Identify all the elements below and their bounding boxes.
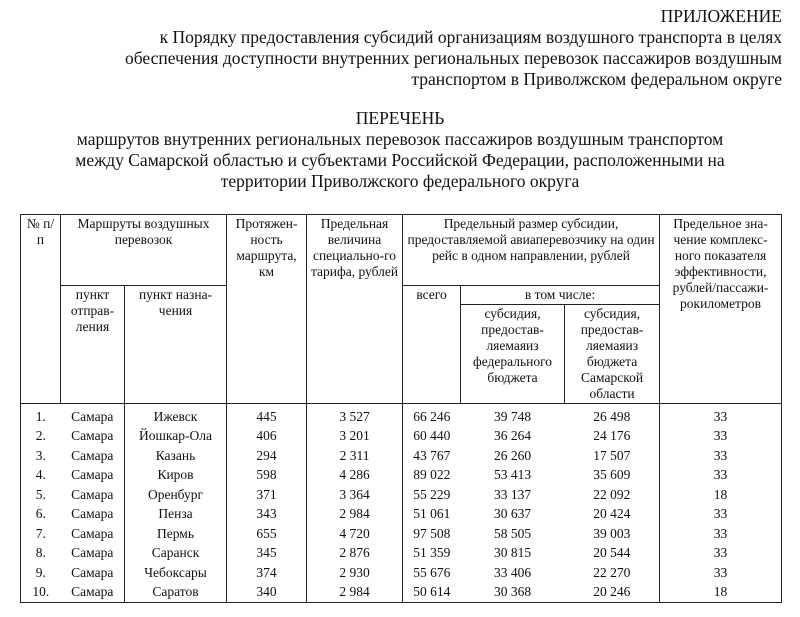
cell-total: 43 767: [403, 446, 461, 466]
cell-efficiency: 18: [660, 485, 782, 505]
cell-tariff: 3 201: [307, 427, 403, 447]
title-line: между Самарской областью и субъектами Российской Федерации, расположенными на: [75, 150, 725, 170]
cell-to: Ижевск: [125, 404, 227, 427]
cell-total: 66 246: [403, 404, 461, 427]
cell-regional: 20 246: [565, 583, 660, 603]
cell-num: 8.: [21, 544, 61, 564]
cell-to: Казань: [125, 446, 227, 466]
cell-num: 9.: [21, 563, 61, 583]
cell-regional: 20 544: [593, 545, 631, 561]
col-header-total: всего: [403, 286, 461, 404]
title-line: маршрутов внутренних региональных перевозок пассажиров воздушным транспортом: [76, 129, 724, 149]
col-header-regional: субсидия, предостав-ляемаяиз бюджета Самарской области: [565, 305, 660, 404]
cell-regional: 22 092: [593, 486, 631, 502]
cell-num: 3.: [21, 446, 61, 466]
cell-regional: 17 507: [593, 447, 631, 463]
cell-efficiency: 33: [660, 446, 782, 466]
table-row: [21, 505, 782, 525]
cell-length: 374: [227, 563, 307, 583]
cell-from: Самара: [71, 564, 114, 580]
cell-tariff: 4 720: [307, 524, 403, 544]
cell-total: 60 440: [403, 427, 461, 447]
cell-total: 89 022: [403, 466, 461, 486]
table-row: [21, 427, 782, 447]
title-heading: ПЕРЕЧЕНЬ: [355, 108, 445, 128]
cell-from: Самара: [71, 486, 114, 502]
cell-num: 2.: [21, 427, 61, 447]
table-row: [21, 563, 782, 583]
cell-efficiency: 33: [660, 524, 782, 544]
cell-from: Самара: [71, 525, 114, 541]
cell-length: 406: [227, 427, 307, 447]
cell-regional: 26 498: [593, 408, 631, 424]
document-title: [0, 108, 800, 192]
table-row: [21, 524, 782, 544]
col-header-from: пункт отправ-ления: [61, 286, 125, 404]
cell-regional: 22 270: [593, 564, 631, 580]
cell-length: 294: [227, 446, 307, 466]
col-header-subsidy: Предельный размер субсидии, предоставляемой авиаперевозчику на один рейс в одном направлении, рублей: [403, 215, 660, 286]
col-header-federal: субсидия, предостав-ляемаяиз федерального бюджета: [461, 305, 565, 404]
cell-length: 598: [227, 466, 307, 486]
col-header-num: № п/п: [21, 215, 61, 404]
cell-total: 55 229: [403, 485, 461, 505]
cell-tariff: 2 876: [307, 544, 403, 564]
cell-num: 6.: [21, 505, 61, 525]
cell-to: Йошкар-Ола: [125, 427, 227, 447]
cell-total: 97 508: [403, 524, 461, 544]
cell-num: 10.: [21, 583, 61, 603]
cell-length: 345: [227, 544, 307, 564]
cell-total: 55 676: [403, 563, 461, 583]
cell-federal: 39 748: [493, 408, 532, 424]
col-header-efficiency: Предельное зна-чение комплекс-ного показателя эффективности, рублей/пассажи-рокилометров: [660, 215, 782, 404]
cell-regional: 24 176: [593, 428, 631, 444]
cell-from: Самара: [71, 447, 114, 463]
cell-total: 50 614: [403, 583, 461, 603]
col-header-including: в том числе:: [461, 286, 660, 305]
cell-num: 1.: [21, 404, 61, 427]
cell-efficiency: 33: [660, 505, 782, 525]
cell-to: Киров: [125, 466, 227, 486]
cell-from: Самара: [71, 428, 114, 444]
cell-federal: 30 637: [493, 506, 532, 522]
cell-to: Пенза: [125, 505, 227, 525]
table-row: [21, 544, 782, 564]
table-row: [21, 404, 782, 427]
appendix-subtitle-line: к Порядку предоставления субсидий организациям воздушного транспорта в целях: [159, 27, 782, 47]
cell-from: Самара: [71, 467, 114, 483]
cell-from: Самара: [61, 583, 125, 603]
cell-length: 371: [227, 485, 307, 505]
cell-num: 5.: [21, 485, 61, 505]
cell-federal: 30 368: [461, 583, 565, 603]
col-header-length: Протяжен-ность маршрута, км: [227, 215, 307, 404]
appendix-subtitle-line: транспортом в Приволжском федеральном округе: [411, 69, 782, 89]
routes-table: [20, 214, 782, 603]
cell-tariff: 2 311: [307, 446, 403, 466]
title-line: территории Приволжского федерального округа: [220, 171, 580, 191]
cell-from: Самара: [71, 545, 114, 561]
appendix-title: ПРИЛОЖЕНИЕ: [660, 6, 782, 26]
cell-federal: 26 260: [493, 447, 532, 463]
cell-efficiency: 33: [660, 404, 782, 427]
col-header-routes: Маршруты воздушных перевозок: [61, 215, 227, 286]
cell-length: 655: [227, 524, 307, 544]
cell-federal: 33 406: [493, 564, 532, 580]
cell-length: 445: [227, 404, 307, 427]
cell-tariff: 2 984: [307, 505, 403, 525]
col-header-tariff: Предельная величина специально-го тарифа, рублей: [307, 215, 403, 404]
cell-from: Самара: [71, 408, 114, 424]
table-header: [21, 215, 782, 404]
cell-tariff: 4 286: [307, 466, 403, 486]
cell-to: Чебоксары: [125, 563, 227, 583]
cell-num: 4.: [21, 466, 61, 486]
appendix-header: [22, 6, 782, 90]
cell-from: Самара: [71, 506, 114, 522]
cell-to: Пермь: [125, 524, 227, 544]
cell-efficiency: 33: [660, 544, 782, 564]
cell-efficiency: 33: [660, 466, 782, 486]
cell-federal: 33 137: [493, 486, 532, 502]
cell-length: 340: [227, 583, 307, 603]
table-row: [21, 466, 782, 486]
cell-tariff: 3 527: [307, 404, 403, 427]
cell-to: Саранск: [125, 544, 227, 564]
cell-federal: 53 413: [493, 467, 532, 483]
cell-total: 51 061: [403, 505, 461, 525]
cell-to: Оренбург: [125, 485, 227, 505]
cell-tariff: 2 930: [307, 563, 403, 583]
cell-regional: 35 609: [593, 467, 631, 483]
table-body: [21, 404, 782, 603]
col-header-to: пункт назна-чения: [125, 286, 227, 404]
cell-tariff: 3 364: [307, 485, 403, 505]
cell-regional: 39 003: [593, 525, 631, 541]
table-row: [21, 446, 782, 466]
cell-efficiency: 33: [660, 427, 782, 447]
cell-federal: 30 815: [493, 545, 532, 561]
cell-efficiency: 33: [660, 563, 782, 583]
cell-num: 7.: [21, 524, 61, 544]
table-row: [21, 583, 782, 603]
cell-federal: 58 505: [493, 525, 532, 541]
cell-federal: 36 264: [493, 428, 532, 444]
cell-length: 343: [227, 505, 307, 525]
cell-to: Саратов: [125, 583, 227, 603]
cell-tariff: 2 984: [307, 583, 403, 603]
table-row: [21, 485, 782, 505]
cell-efficiency: 18: [660, 583, 782, 603]
cell-total: 51 359: [403, 544, 461, 564]
cell-regional: 20 424: [593, 506, 631, 522]
appendix-subtitle-line: обеспечения доступности внутренних региональных перевозок пассажиров воздушным: [125, 48, 782, 68]
